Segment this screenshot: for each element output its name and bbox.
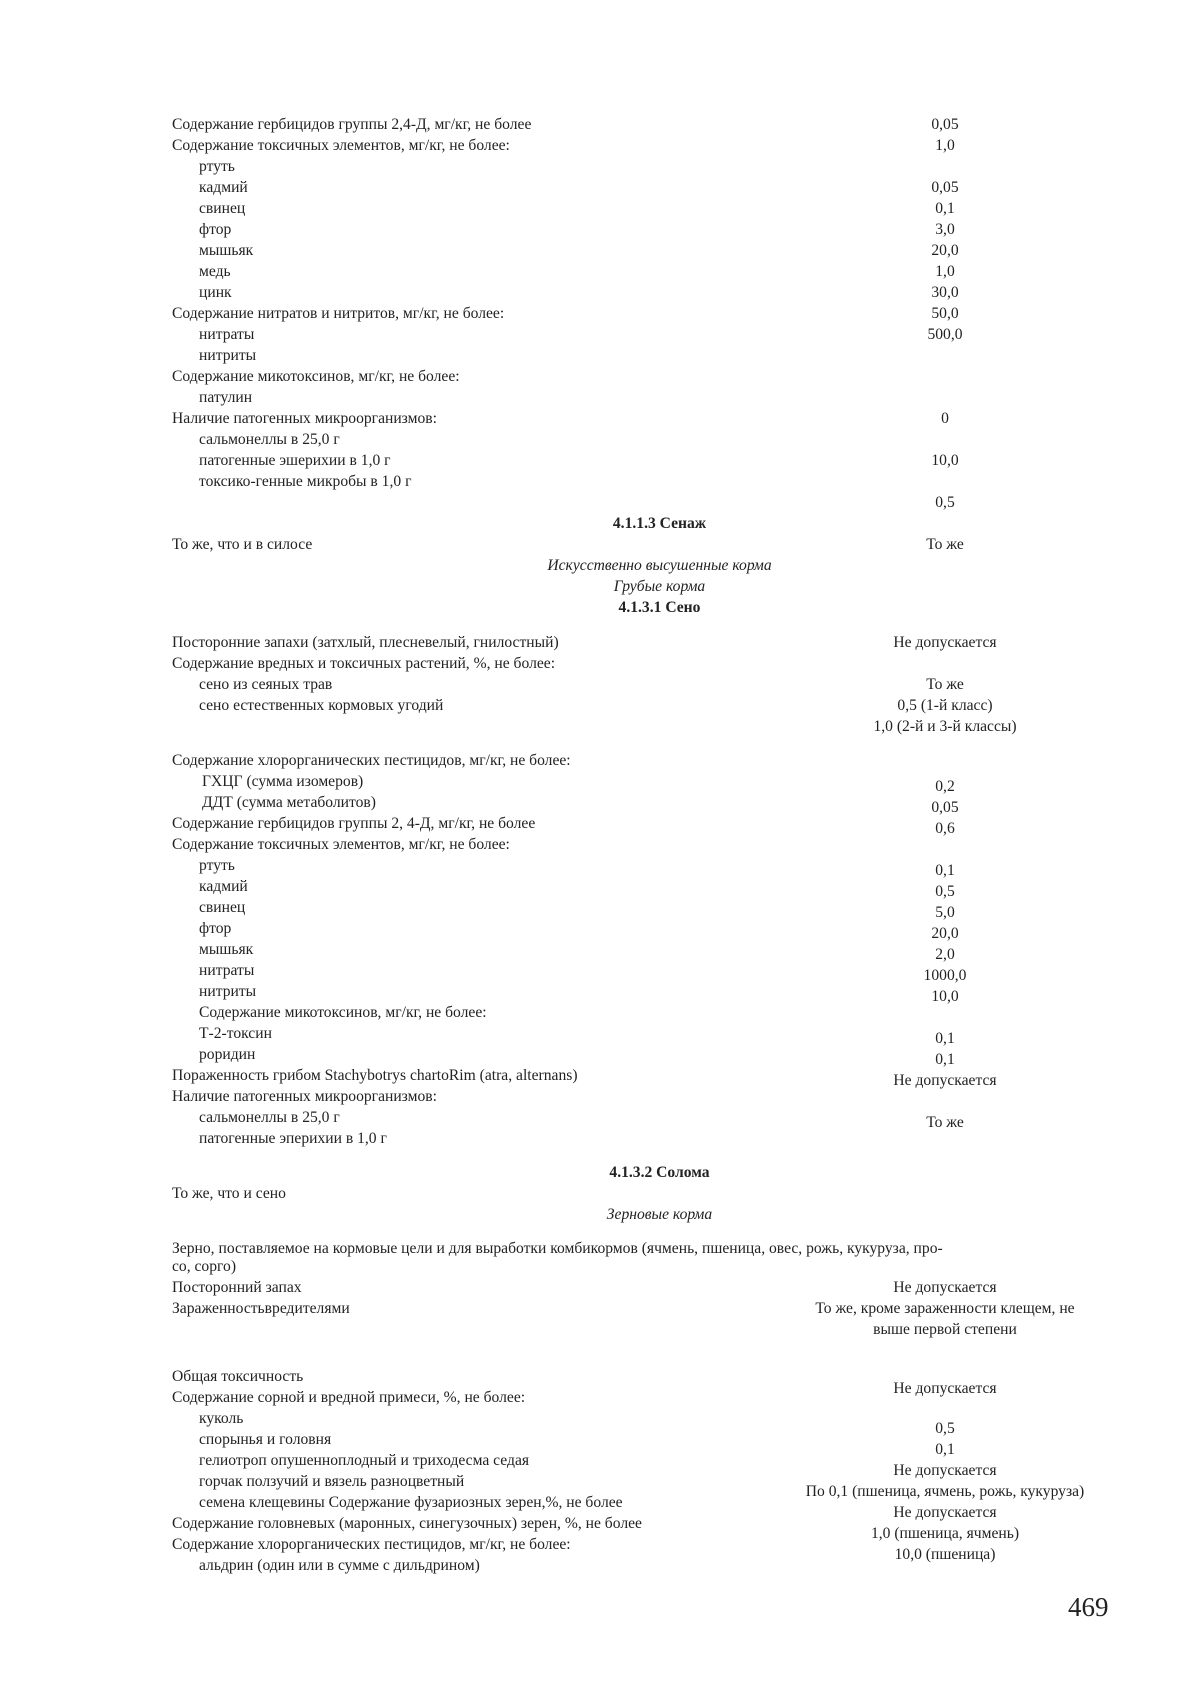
value-line: 0,05 bbox=[931, 799, 959, 816]
value-line: 0,1 bbox=[935, 1030, 955, 1047]
value-line: Не допускается bbox=[893, 634, 997, 651]
indicator-line: нитриты bbox=[199, 347, 257, 364]
indicator-line: Содержание токсичных элементов, мг/кг, не более: bbox=[172, 137, 510, 154]
indicator-line: Содержание хлорорганических пестицидов, мг/кг, не более: bbox=[172, 1536, 571, 1553]
value-line: Не допускается bbox=[893, 1504, 997, 1521]
indicator-line: спорынья и головня bbox=[199, 1431, 332, 1448]
value-line: 0,6 bbox=[935, 820, 955, 837]
indicator-line: Содержание сорной и вредной примеси, %, не более: bbox=[172, 1389, 526, 1406]
indicator-line: ГХЦГ (сумма изомеров) bbox=[202, 773, 364, 790]
value-line: 0,1 bbox=[935, 200, 955, 217]
indicator-line: свинец bbox=[199, 200, 246, 217]
value-line: 10,0 bbox=[931, 988, 959, 1005]
indicator-line: цинк bbox=[199, 284, 232, 301]
section-heading-senazh: 4.1.1.3 Сенаж bbox=[612, 515, 707, 532]
indicator-line: ртуть bbox=[199, 158, 235, 175]
value-line: 0,1 bbox=[935, 862, 955, 879]
indicator-line: фтор bbox=[199, 221, 232, 238]
value-line: Не допускается bbox=[893, 1380, 997, 1397]
section-heading-soloma: 4.1.3.2 Солома bbox=[609, 1164, 710, 1181]
indicator-line: свинец bbox=[199, 899, 246, 916]
value-line: 10,0 (пшеница) bbox=[894, 1546, 996, 1563]
value-line: То же bbox=[926, 1114, 964, 1131]
value-line: 0,5 bbox=[935, 494, 955, 511]
indicator-line: Пораженность грибом Stachybotrys chartoRim (atra, alternans) bbox=[172, 1067, 578, 1084]
value-line: 5,0 bbox=[935, 904, 955, 921]
value-line bbox=[790, 429, 1100, 450]
value-line: 10,0 bbox=[931, 452, 959, 469]
page-number: 469 bbox=[1068, 1592, 1109, 1622]
senazh-indicator: То же, что и в силосе bbox=[172, 536, 313, 553]
value-line: 1,0 (пшеница, ячмень) bbox=[870, 1525, 1020, 1542]
senazh-value: То же bbox=[926, 536, 964, 553]
soloma-indicator: То же, что и сено bbox=[172, 1185, 286, 1202]
indicator-line: мышьяк bbox=[199, 242, 254, 259]
indicator-line: Содержание гербицидов группы 2,4-Д, мг/кг, не более bbox=[172, 116, 532, 133]
indicator-line: патогенные эперихии в 1,0 г bbox=[199, 1130, 387, 1147]
value-line: 1000,0 bbox=[923, 967, 967, 984]
indicator-line: куколь bbox=[199, 1410, 244, 1427]
indicator-line: сено из сеяных трав bbox=[199, 676, 333, 693]
value-line: 0 bbox=[941, 410, 949, 427]
indicator-line: Посторонний запах bbox=[172, 1279, 302, 1296]
indicator-line: сальмонеллы в 25,0 г bbox=[199, 1109, 340, 1126]
value-line: Не допускается bbox=[893, 1279, 997, 1296]
value-line: 30,0 bbox=[931, 284, 959, 301]
value-line bbox=[790, 345, 1100, 366]
value-line: По 0,1 (пшеница, ячмень, рожь, кукуруза) bbox=[805, 1483, 1085, 1500]
subheading-grain-feeds: Зерновые корма bbox=[606, 1206, 713, 1223]
indicator-line: токсико-генные микробы в 1,0 г bbox=[199, 473, 412, 490]
indicator-line: кадмий bbox=[199, 179, 248, 196]
indicator-line: кадмий bbox=[199, 878, 248, 895]
indicator-line: роридин bbox=[199, 1046, 256, 1063]
value-line: 500,0 bbox=[927, 326, 963, 343]
indicator-line: Содержание токсичных элементов, мг/кг, не более: bbox=[172, 836, 510, 853]
indicator-line: нитраты bbox=[199, 962, 255, 979]
indicator-line: Наличие патогенных микроорганизмов: bbox=[172, 1088, 437, 1105]
subheading-dried-feeds: Искусственно высушенные корма bbox=[547, 557, 772, 574]
value-line: То же, кроме зараженности клещем, не bbox=[815, 1300, 1075, 1317]
value-line: 2,0 bbox=[935, 946, 955, 963]
section-heading-seno: 4.1.3.1 Сено bbox=[618, 599, 701, 616]
value-line: 3,0 bbox=[935, 221, 955, 238]
indicator-line: Содержание гербицидов группы 2, 4-Д, мг/кг, не более bbox=[172, 815, 536, 832]
value-line: То же bbox=[926, 676, 964, 693]
indicator-line: мышьяк bbox=[199, 941, 254, 958]
value-line: 0,05 bbox=[931, 116, 959, 133]
indicator-line: альдрин (один или в сумме с дильдрином) bbox=[199, 1557, 480, 1574]
value-line bbox=[790, 366, 1100, 387]
indicator-line: сальмонеллы в 25,0 г bbox=[199, 431, 340, 448]
indicator-line: Содержание микотоксинов, мг/кг, не более: bbox=[172, 368, 460, 385]
indicator-line: фтор bbox=[199, 920, 232, 937]
value-line: 0,1 bbox=[935, 1441, 955, 1458]
value-line: 50,0 bbox=[931, 305, 959, 322]
value-line: 1,0 bbox=[935, 137, 955, 154]
value-line: 1,0 bbox=[935, 263, 955, 280]
value-line: 1,0 (2-й и 3-й классы) bbox=[873, 718, 1017, 735]
indicator-line: медь bbox=[199, 263, 231, 280]
grain-intro-line: Зерно, поставляемое на кормовые цели и для выработки комбикормов (ячмень, пшеница, овес, рожь, кукуруза, про- bbox=[172, 1240, 943, 1257]
indicator-line: Общая токсичность bbox=[172, 1368, 304, 1385]
subheading-coarse-feeds: Грубые корма bbox=[613, 578, 706, 595]
indicator-line: гелиотроп опушенноплодный и триходесма седая bbox=[199, 1452, 530, 1469]
value-line: 0,5 bbox=[935, 1420, 955, 1437]
indicator-line: ртуть bbox=[199, 857, 235, 874]
value-line: Не допускается bbox=[893, 1462, 997, 1479]
value-line: 0,1 bbox=[935, 1051, 955, 1068]
value-line: 0,5 bbox=[935, 883, 955, 900]
indicator-line: Содержание хлорорганических пестицидов, мг/кг, не более: bbox=[172, 752, 571, 769]
indicator-line: Содержание вредных и токсичных растений, %, не более: bbox=[172, 655, 556, 672]
indicator-line: Содержание микотоксинов, мг/кг, не более: bbox=[199, 1004, 487, 1021]
indicator-line: Зараженностьвредителями bbox=[172, 1300, 350, 1317]
grain-intro-line: со, сорго) bbox=[172, 1258, 237, 1275]
indicator-line: сено естественных кормовых угодий bbox=[199, 697, 444, 714]
block1-right-column bbox=[790, 114, 1100, 513]
value-line bbox=[790, 156, 1100, 177]
value-line: 20,0 bbox=[931, 242, 959, 259]
indicator-line: патогенные эшерихии в 1,0 г bbox=[199, 452, 391, 469]
indicator-line: горчак ползучий и вязель разноцветный bbox=[199, 1473, 465, 1490]
indicator-line: Содержание головневых (маронных, синегузочных) зерен, %, не более bbox=[172, 1515, 642, 1532]
indicator-line: семена клещевины Содержание фузариозных зерен,%, не более bbox=[199, 1494, 623, 1511]
indicator-line: Посторонние запахи (затхлый, плесневелый, гнилостный) bbox=[172, 634, 559, 651]
value-line bbox=[790, 471, 1100, 492]
value-line bbox=[790, 387, 1100, 408]
indicator-line: Т-2-токсин bbox=[199, 1025, 272, 1042]
indicator-line: нитраты bbox=[199, 326, 255, 343]
value-line: 0,05 bbox=[931, 179, 959, 196]
value-line: 0,5 (1-й класс) bbox=[897, 697, 993, 714]
indicator-line: Содержание нитратов и нитритов, мг/кг, не более: bbox=[172, 305, 505, 322]
indicator-line: ДДТ (сумма метаболитов) bbox=[202, 794, 376, 811]
indicator-line: нитриты bbox=[199, 983, 257, 1000]
indicator-line: патулин bbox=[199, 389, 253, 406]
indicator-line: Наличие патогенных микроорганизмов: bbox=[172, 410, 437, 427]
value-line: выше первой степени bbox=[873, 1321, 1017, 1338]
value-line: 20,0 bbox=[931, 925, 959, 942]
value-line: Не допускается bbox=[893, 1072, 997, 1089]
value-line: 0,2 bbox=[935, 778, 955, 795]
